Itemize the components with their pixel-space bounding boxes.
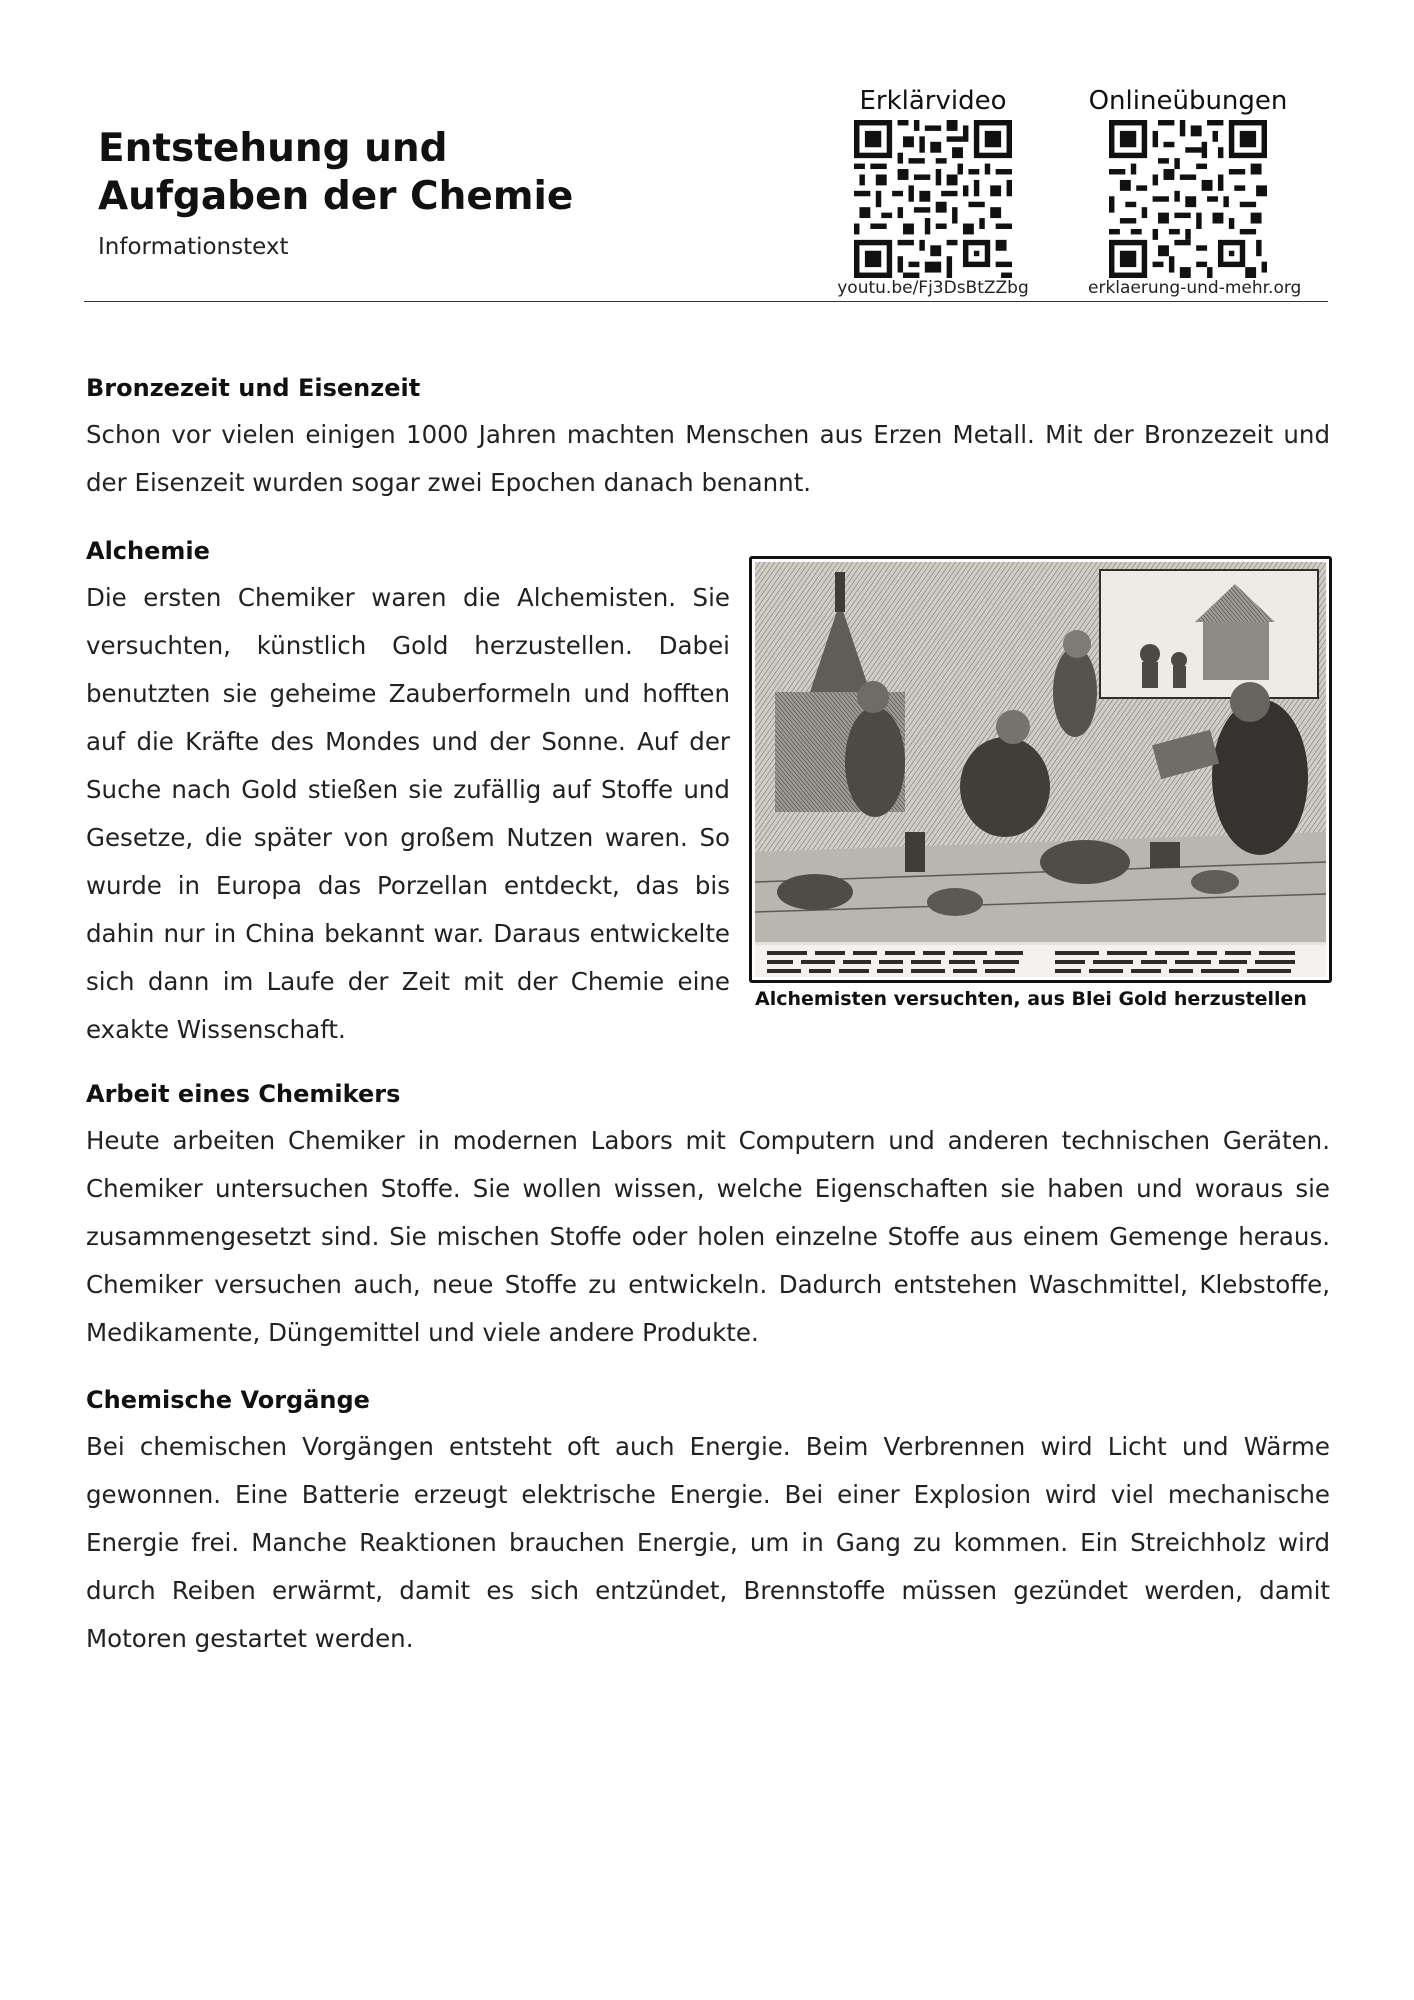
qr-exercises-block [1088, 84, 1302, 298]
image-caption: Alchemisten versuchten, aus Blei Gold herzustellen [755, 988, 1307, 1010]
alchemist-engraving-image [749, 556, 1332, 983]
section-heading-bronze: Bronzezeit und Eisenzeit [86, 374, 421, 402]
qr-exercises-label: Onlineübungen [1088, 86, 1288, 116]
qr-video-url[interactable]: youtu.be/Fj3DsBtZZbg [837, 278, 1029, 298]
section-text-processes: Bei chemischen Vorgängen entsteht oft auch Energie. Beim Verbrennen wird Licht und Wärme gewonnen. Eine Batterie erzeugt elektrische Energie. Bei einer Explosion wird viel mechanische Energie frei. Manche Reaktionen brauchen Energie, um in Gang zu kommen. Ein Streichholz wird durch Reiben erwärmt, damit es sich entzündet, Brennstoffe müssen gezündet werden, damit Motoren gestartet werden. [86, 1432, 1330, 1653]
qr-code-icon[interactable] [1109, 120, 1267, 278]
section-heading-chemist: Arbeit eines Chemikers [86, 1080, 401, 1108]
qr-video-block [833, 84, 1033, 298]
qr-exercises-url[interactable]: erklaerung-und-mehr.org [1088, 278, 1302, 298]
section-text-alchemy: Die ersten Chemiker waren die Alchemisten. Sie versuchten, künstlich Gold herzustellen. Dabei benutzten sie geheime Zauberformeln und hofften auf die Kräfte des Mondes und der Sonne. Auf der Suche nach Gold stießen sie zufällig auf Stoffe und Gesetze, die später von großem Nutzen waren. So wurde in Europa das Porzellan entdeckt, das bis dahin nur in China bekannt war. Daraus entwickelte sich dann im Laufe der Zeit mit der Chemie eine exakte Wissenschaft. [86, 583, 730, 1044]
qr-code-icon[interactable] [854, 120, 1012, 278]
title-line-1: Entstehung und [98, 126, 448, 171]
page-subtitle: Informationstext [98, 234, 289, 260]
title-line-2: Aufgaben der Chemie [98, 174, 574, 219]
section-text-bronze: Schon vor vielen einigen 1000 Jahren machten Menschen aus Erzen Metall. Mit der Bronzezeit und der Eisenzeit wurden sogar zwei Epochen danach benannt. [86, 420, 1330, 497]
alchemist-engraving-illustration [755, 562, 1326, 977]
qr-video-label: Erklärvideo [859, 86, 1007, 116]
section-heading-processes: Chemische Vorgänge [86, 1386, 370, 1414]
section-text-chemist: Heute arbeiten Chemiker in modernen Labors mit Computern und anderen technischen Geräten. Chemiker untersuchen Stoffe. Sie wollen wissen, welche Eigenschaften sie haben und woraus sie zusammengesetzt sind. Sie mischen Stoffe oder holen einzelne Stoffe aus einem Gemenge heraus. Chemiker versuchen auch, neue Stoffe zu entwickeln. Dadurch entstehen Waschmittel, Klebstoffe, Medikamente, Düngemittel und viele andere Produkte. [86, 1126, 1330, 1347]
section-heading-alchemy: Alchemie [86, 537, 210, 565]
page-title [98, 125, 573, 221]
header-divider [84, 301, 1328, 302]
